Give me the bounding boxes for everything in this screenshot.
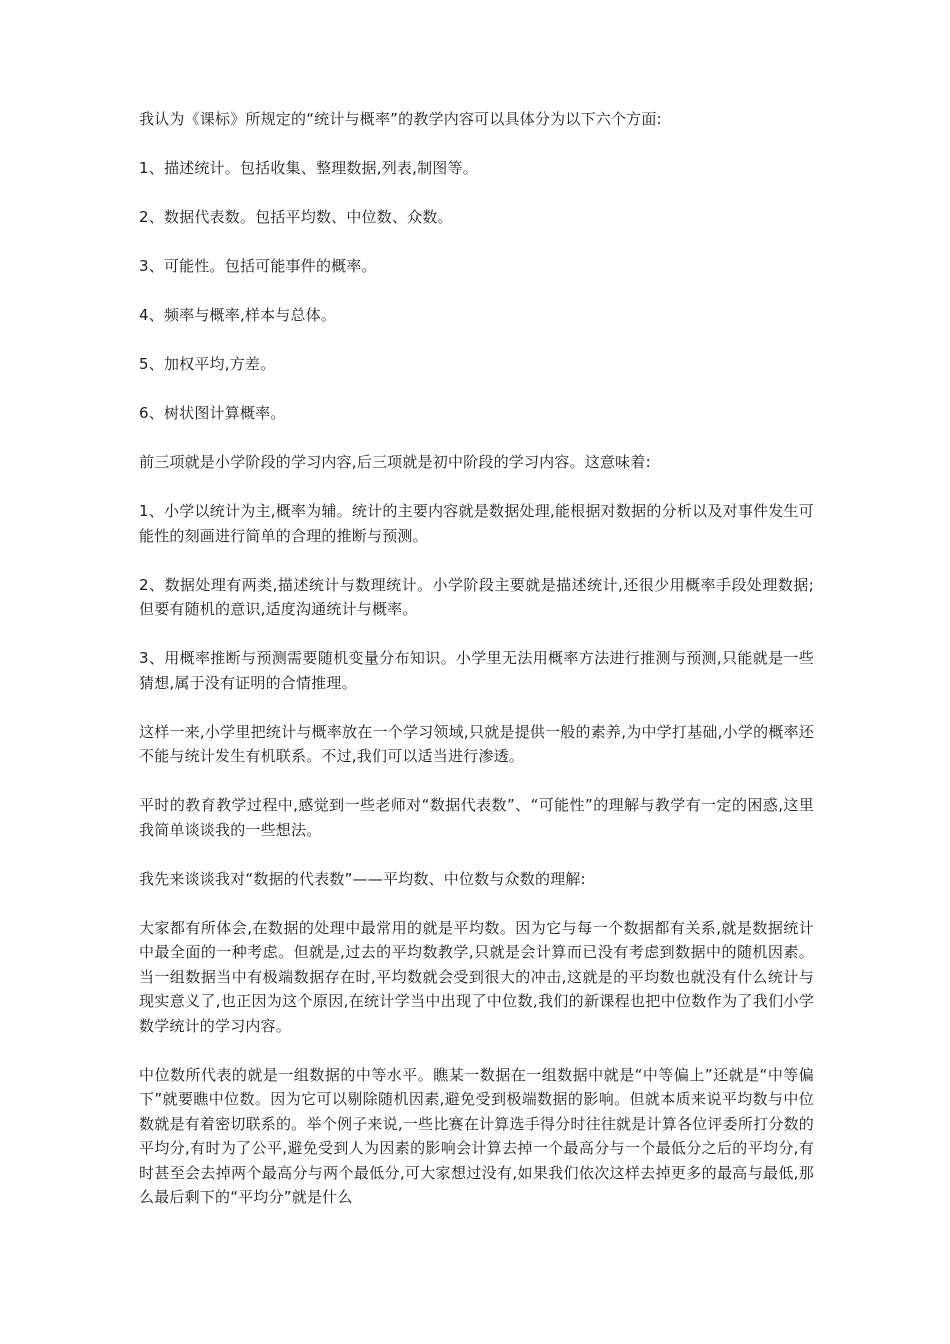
document-body bbox=[139, 107, 814, 1234]
body-paragraph: 我先来谈谈我对“数据的代表数”——平均数、中位数与众数的理解: bbox=[139, 869, 586, 888]
list-item: 2、数据代表数。包括平均数、中位数、众数。 bbox=[139, 208, 453, 226]
list-item: 5、加权平均,方差。 bbox=[139, 355, 276, 373]
summary-paragraph: 前三项就是小学阶段的学习内容,后三项就是初中阶段的学习内容。这意味着: bbox=[139, 453, 651, 471]
list-item: 1、描述统计。包括收集、整理数据,列表,制图等。 bbox=[139, 159, 478, 177]
implication-item: 1、小学以统计为主,概率为辅。统计的主要内容就是数据处理,能根据对数据的分析以及对事件发生可能性的刻画进行简单的合理的推断与预测。 bbox=[139, 502, 814, 545]
implication-item: 3、用概率推断与预测需要随机变量分布知识。小学里无法用概率方法进行推测与预测,只能就是一些猜想,属于没有证明的合情推理。 bbox=[139, 649, 814, 692]
body-paragraph: 平时的教育教学过程中,感觉到一些老师对“数据代表数”、“可能性”的理解与教学有一定的困惑,这里我简单谈谈我的一些想法。 bbox=[139, 796, 814, 839]
body-paragraph: 中位数所代表的就是一组数据的中等水平。瞧某一数据在一组数据中就是“中等偏上”还就是“中等偏下”就要瞧中位数。因为它可以剔除随机因素,避免受到极端数据的影响。但就本质来说平均数与中位数就是有着密切联系的。举个例子来说,一些比赛在计算选手得分时往往就是计算各位评委所打分数的平均分,有时为了公平,避免受到人为因素的影响会计算去掉一个最高分与一个最低分之后的平均分,有时甚至会去掉两个最高分与两个最低分,可大家想过没有,如果我们依次这样去掉更多的最高与最低,那么最后剩下的“平均分”就是什么 bbox=[139, 1065, 814, 1206]
list-item: 6、树状图计算概率。 bbox=[139, 404, 286, 422]
implication-item: 2、数据处理有两类,描述统计与数理统计。小学阶段主要就是描述统计,还很少用概率手段处理数据;但要有随机的意识,适度沟通统计与概率。 bbox=[139, 575, 814, 618]
list-item: 4、频率与概率,样本与总体。 bbox=[139, 306, 337, 324]
body-paragraph: 这样一来,小学里把统计与概率放在一个学习领域,只就是提供一般的素养,为中学打基础,小学的概率还不能与统计发生有机联系。不过,我们可以适当进行渗透。 bbox=[139, 722, 814, 765]
list-item: 3、可能性。包括可能事件的概率。 bbox=[139, 257, 377, 275]
intro-paragraph: 我认为《课标》所规定的“统计与概率”的教学内容可以具体分为以下六个方面: bbox=[139, 110, 662, 128]
body-paragraph: 大家都有所体会,在数据的处理中最常用的就是平均数。因为它与每一个数据都有关系,就是数据统计中最全面的一种考虑。但就是,过去的平均数教学,只就是会计算而已没有考虑到数据中的随机因素。当一组数据当中有极端数据存在时,平均数就会受到很大的冲击,这就是的平均数也就没有什么统计与现实意义了,也正因为这个原因,在统计学当中出现了中位数,我们的新课程也把中位数作为了我们小学数学统计的学习内容。 bbox=[139, 918, 814, 1035]
